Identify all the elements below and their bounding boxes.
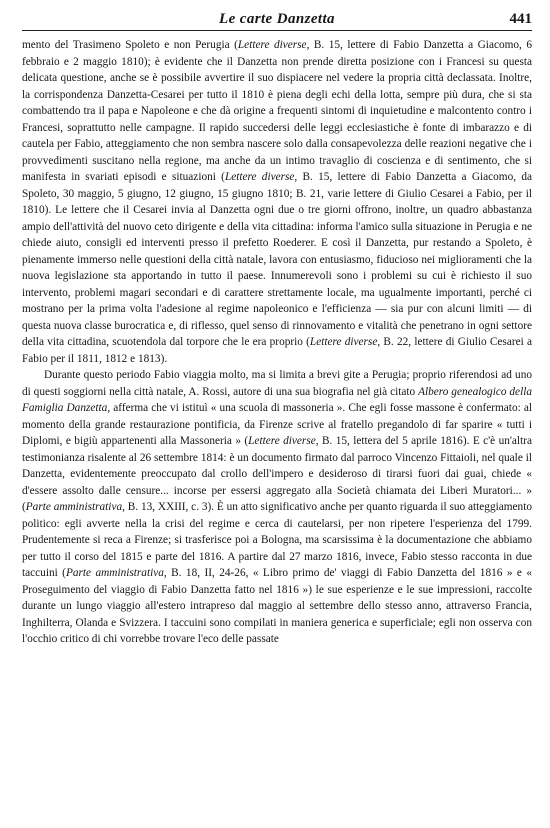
text-run: , B. 22, lettere di Giulio Cesarei a Fabio per il 1811, 1812 e 1813). <box>22 336 533 365</box>
text-run: Durante questo periodo Fabio viaggia molto, ma si limita a brevi gite a Perugia; proprio riferendosi ad uno di questi soggiorni nella città natale, A. Rossi, autore di una sua biografia nel già citato <box>22 369 532 398</box>
italic-citation: Lettere diverse <box>309 336 378 348</box>
page-number: 441 <box>509 11 532 27</box>
italic-citation: Lettere diverse <box>237 39 307 51</box>
paragraph <box>22 367 532 648</box>
italic-citation: Lettere diverse <box>224 171 295 183</box>
text-run: , B. 15, lettere di Fabio Danzetta a Giacomo, da Spoleto, 30 maggio, 5 giugno, 12 giugno, 15 giugno 1810; B. 21, varie lettere di Giulio Cesarei a Fabio, per il 1810). Le lettere che il Cesarei invia al Danzetta ogni due o tre giorni offrono, inoltre, un quadro abbastanza ampio dell'attività del nuovo ceto dirigente e della vita cittadina: informa l'amico sulla situazione in Perugia e ne chiede aiuto, consigli ed interventi presso il prefetto Roederer. E così il Danzetta, pur restando a Spoleto, è pienamente immerso nelle questioni della città natale, lavora con entusiasmo, fiducioso nei miglioramenti che la nuova legislazione sta apportando in tutto il paese. Innumerevoli sono i problemi su cui è richiesto il suo intervento, problemi magari secondari e di carattere strettamente locale, ma ugualmente importanti, perché ci mostrano per la prima volta l'adesione al regime napoleonico e l'efficienza — sia pur con alcuni limiti — di questa nuova classe burocratica e, di riflesso, quel senso di rinnovamento e vitalità che penetrano in ogni settore della vita cittadina, scuotendola dal torpore che le era proprio ( <box>22 171 532 348</box>
text-run: , B. 15, lettere di Fabio Danzetta a Giacomo, 6 febbraio e 2 maggio 1810); è evidente che il Danzetta non prende diretta posizione con i Francesi su questa delicata questione, anche se è possibile avvertire il suo dispiacere nel vedere la propria città declassata. Inoltre, la corrispondenza Danzetta-Cesarei per tutto il 1810 è piena degli echi della lotta, sempre più dura, che si sta combattendo tra il papa e Napoleone e che dà origine a frequenti sintomi di inquietudine e malcontento contro i Francesi, soprattutto nelle campagne. Il rapido succedersi delle leggi ecclesiastiche è fonte di imbarazzo e di cautela per Fabio, atteggiamento che non sembra nascere solo dalla consapevolezza delle reazioni negative che i provvedimenti suscitano nella regione, ma anche da un intimo travaglio di coscienza e di sentimento, che si manifesta in svariati episodi e situazioni ( <box>22 39 533 183</box>
text-run: , B. 15, lettera del 5 aprile 1816). E c'è un'altra testimonianza risalente al 26 settembre 1814: è un documento firmato dal parroco Vincenzo Fittaioli, nel quale il Danzetta, evidentemente preoccupato dal crollo dell'impero e desideroso di tirarsi fuori dai guai, chiede « d'essere assolto dalle censure... incorse per essersi aggregato alla Società chiamata dei Liberi Muratori... » ( <box>22 435 532 513</box>
text-run: mento del Trasimeno Spoleto e non Perugia ( <box>22 39 238 51</box>
running-header <box>22 10 532 31</box>
text-run: , afferma che vi istituì « una scuola di massoneria ». Che egli fosse massone è confermato: al momento della grande restaurazione pontificia, da Firenze scrive al fratello pregandolo di far sparire « tutti i Diplomi, e bigiù appartenenti alla Massoneria » ( <box>22 402 532 447</box>
paragraph <box>22 37 532 367</box>
italic-citation: Albero genealogico della Famiglia Danzetta <box>22 385 532 414</box>
italic-citation: Parte amministrativa <box>65 567 164 579</box>
italic-citation: Lettere diverse <box>248 435 316 447</box>
body-text <box>22 37 532 648</box>
text-run: , B. 18, II, 24-26, « Libro primo de' viaggi di Fabio Danzetta del 1816 » e « Proseguimento del viaggio di Fabio Danzetta fatto nel 1816 ») le sue esperienze e le sue impressioni, raccolte durante un lungo viaggio all'estero intrapreso dal maggio al settembre dello stesso anno, attraverso Francia, Inghilterra, Olanda e Svizzera. I taccuini sono compilati in maniera generica e superficiale; egli non osserva con l'occhio critico di chi vorrebbe trovare l'eco delle passate <box>22 567 532 645</box>
italic-citation: Parte amministrativa <box>25 501 123 513</box>
running-title: Le carte Danzetta <box>219 11 335 27</box>
text-run: , B. 13, XXIII, c. 3). È un atto significativo anche per quanto riguarda il suo atteggiamento politico: egli avverte nella la crisi del regime e cerca di cautelarsi, per non ripetere l'esperienza del 1799. Prudentemente si reca a Firenze; si trasferisce poi a Bologna, ma scarsissima è la documentazione che abbiamo per tutto il corso del 1815 e parte del 1816. A partire dal 27 marzo 1816, invece, Fabio stesso racconta in due taccuini ( <box>22 501 532 579</box>
